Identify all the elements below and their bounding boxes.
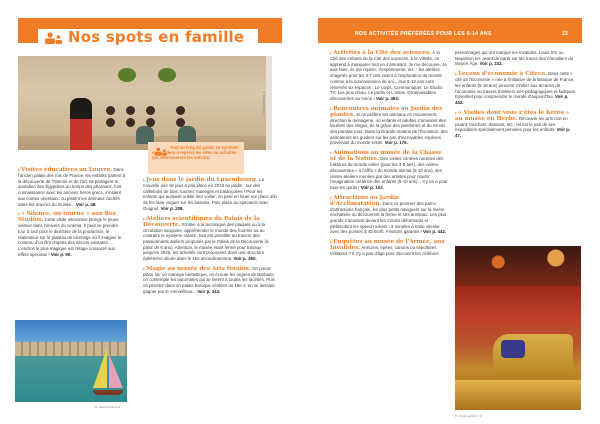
running-header: NOS ACTIVITÉS PRÉFÉRÉES POUR LES 6-14 ANS bbox=[355, 31, 492, 37]
entry-body: Armures, épées, canons ou sépultures militaires ? Il n'y a pas d'âge pour découvrir les célèbres bbox=[330, 245, 439, 257]
photo-sail bbox=[93, 348, 107, 388]
photo-credit: J. Benoit/Paris P. bbox=[262, 92, 266, 116]
entry-body: À la Cité des enfants de la Cité des sciences, à la Villette, on apprend à manipuler tout en s'amusant. Je me découvre, Je sais faire, Je me repère, J'expérimente, etc. : les ateliers imaginés pour les 2-7 ans visent à l'exploration du monde comme à la connaissance de soi... Aux 5-12 ans sont réservés six espaces : Le corps, Communiquer, Le Studio TV, Les jeux d'eau, Le jardin et L'usine. D'inépuisables découvertes au menu ! bbox=[330, 50, 447, 101]
entry-luxembourg bbox=[143, 177, 277, 212]
entry-title: « Silence, on tourne » aux Rex Studios. bbox=[18, 211, 116, 224]
page-reference: Voir p. 90. bbox=[50, 251, 72, 257]
entry-body: Si on préfère les animaux en mouvement, direction la ménagerie, où enfants et adultes s'amusent des facéties des singes, de la grâce des panthères et du minois des pandas roux. Dans la Grande Galerie de l'Évolution, des animateurs les guident sur les pas d'incroyables espèces provenant du monde entier. bbox=[330, 111, 448, 146]
photo-child bbox=[70, 98, 92, 150]
photo-seat bbox=[501, 340, 525, 358]
entry-title: Enquêtes au musée de l'Armée, aux Invalides. bbox=[330, 239, 445, 252]
page-reference: Voir p. 176. bbox=[384, 140, 408, 146]
bullet-icon: ▸ bbox=[143, 177, 147, 182]
entry-body: Dans l'ancien palais des rois de France, les enfants partent à la découverte de l'histoire et de l'art. Ils partagent le quotidien des Égyptiens au temps des pharaons, font connaissance avec les anciens héros grecs, s'initient aux contes orientaux, ou pistent les animaux cachés dans les œuvres du musée... bbox=[18, 167, 126, 207]
page-reference: Voir p. 208. bbox=[160, 205, 184, 211]
page-reference: Voir p. 493. bbox=[375, 95, 399, 101]
entry-body: personnages qui ont marqué les Invalides, Louis XIV ou Napoléon Ier, avant de partir sur les traces des chevaliers du Moyen Âge. bbox=[455, 50, 574, 67]
entry-louvre bbox=[18, 167, 126, 207]
page-number: 23 bbox=[562, 31, 568, 37]
entry-rex-studios bbox=[18, 211, 126, 257]
entry-acclimatation bbox=[330, 195, 448, 236]
page-reference: Voir p. 48. bbox=[75, 201, 97, 207]
text-column bbox=[143, 177, 277, 299]
bullet-icon: ▸ bbox=[143, 215, 147, 221]
page-reference: Voir p. 102. bbox=[360, 184, 384, 190]
entry-body: Cette visite interactive plonge le jeune visiteur dans l'univers du cinéma. Il peut se prendre tour à tour pour le directeur de la production, le réalisateur sur le plateau de tournage où il imagine le contenu d'un film d'après des décors existants. L'endroit le plus magique est l'étage consacré aux effets spéciaux ! bbox=[18, 217, 122, 257]
carousel-photo bbox=[455, 246, 581, 410]
photo-hull bbox=[93, 390, 123, 395]
entry-chasse-nature bbox=[330, 150, 448, 191]
bullet-icon: ▸ bbox=[455, 109, 459, 115]
entry-body: Des visites contées nourries des folklores du monde entier (pour les 3-8 ans), des visites-découvertes « à l'affût » du monde animal (5-10 ans), des visites-ateliers menées par des artistes pour nourrir l'imagination créatrice des enfants (5-10 ans)... Il y en a pour tous les goûts ! bbox=[330, 156, 448, 190]
text-column bbox=[330, 50, 448, 261]
entry-palais-decouverte bbox=[143, 216, 277, 262]
photo-canopy bbox=[455, 246, 581, 286]
entry-body: S'initier à la tectonique des plaques ou à la circulation sanguine, appréhender le monde des fourmis ou au contraire le système solaire, tout est possible au travers des passionnants ateliers proposés par le Palais de la Découverte (à partir de 6 ans). Attention, le musée étant fermé pour travaux jusqu'en 2025, les activités sont proposées dans une structure éphémère située dans le 15e arrondissement. bbox=[143, 221, 269, 262]
family-callout bbox=[148, 142, 244, 174]
entry-body: On prend place sur un manège fantastique, on écoute les orgues de Barbarie, on contemple les automates qui se livrent à toutes les facéties. Puis on pénètre dans un palais baroque vénitien du 18e s. en se laissant gagner par le merveilleux... bbox=[143, 265, 276, 294]
photo-plate bbox=[126, 106, 135, 115]
photo-sail bbox=[109, 354, 123, 388]
page-reference: Voir p. 344. bbox=[197, 288, 221, 294]
entry-title: Ateliers scientifiques du Palais de la Découverte. bbox=[143, 215, 260, 228]
photo-floor bbox=[455, 380, 581, 410]
entry-body: Dans cette « cité de l'Économie » née à l'initiative de la Banque de France, les enfants (6-16 ans) peuvent s'initier aux arcanes de l'économie au travers d'ateliers très pédagogiques et ludiques. Essentiel pour comprendre le monde d'aujourd'hui. bbox=[455, 71, 577, 100]
entry-cite-sciences bbox=[330, 50, 448, 102]
page-reference: Voir p. 260. bbox=[233, 256, 257, 262]
photo-plate bbox=[106, 106, 115, 115]
page-title bbox=[44, 28, 244, 46]
entry-title: Rencontres animales au Jardin des plantes. bbox=[330, 105, 443, 118]
entry-title: « Visites dont vous z'êtes le héros » au musée en Herbe. bbox=[455, 109, 570, 122]
entry-body: La nouvelle aire de jeux a pris place en 2019 au jardin : sur des caillebotis de bois, tournez manèges et balançoires ! Pour les enfants qui auraient oublié leur voilier, on peut en louer sur place afin de les faire voguer sur les bassins. Puis place au spectacle avec Guignol. bbox=[143, 177, 278, 211]
entry-body: Découvrir les arts tout en jouant, touchant, dansant, etc., tel est le pari de ses expositions spécialement pensées pour les enfants. bbox=[455, 115, 568, 133]
entry-title: Attractions au Jardin d'Acclimatation. bbox=[330, 194, 400, 207]
page-reference: Voir p. 442. bbox=[422, 229, 447, 235]
photo-tree bbox=[158, 68, 176, 82]
photo-credit: H. Hughes/Paris P. bbox=[455, 414, 482, 418]
text-column bbox=[18, 167, 126, 261]
page-reference: Voir p. 232. bbox=[479, 61, 503, 67]
bullet-icon: ▸ bbox=[330, 239, 334, 245]
entry-invalides-continued bbox=[455, 50, 577, 67]
photo-tree bbox=[118, 68, 136, 82]
entry-title: Leçons d'économie à Citeco. bbox=[458, 71, 547, 78]
entry-jardin-plantes bbox=[330, 106, 448, 147]
entry-arts-forains bbox=[143, 266, 277, 295]
family-icon bbox=[44, 32, 64, 44]
bullet-icon: ▸ bbox=[18, 167, 22, 172]
bullet-icon: ▸ bbox=[330, 105, 334, 111]
photo-plate bbox=[176, 106, 185, 115]
photo-edge bbox=[266, 56, 272, 150]
bullet-icon: ▸ bbox=[18, 211, 22, 217]
bullet-icon: ▸ bbox=[330, 150, 334, 156]
callout-text: Tout au long du guide, ce symbole vous aidera à repérer les sites ou activités qui intéresseront les enfants. bbox=[152, 145, 239, 161]
bullet-icon: ▸ bbox=[330, 194, 334, 200]
bullet-icon: ▸ bbox=[143, 265, 147, 271]
photo-plate bbox=[106, 118, 115, 127]
photo-credit: B. Gantie/Paris P. bbox=[95, 405, 121, 409]
text-column bbox=[455, 50, 577, 143]
entry-title: Visites éducatives au Louvre. bbox=[21, 167, 113, 173]
bullet-icon: ▸ bbox=[330, 50, 334, 55]
entry-title: Activités à la Cité des sciences. bbox=[333, 50, 432, 56]
luxembourg-photo bbox=[15, 320, 127, 402]
photo-plate bbox=[146, 106, 155, 115]
louvre-photo bbox=[18, 56, 272, 150]
entry-musee-en-herbe bbox=[455, 110, 577, 139]
page-title-text: Nos spots en famille bbox=[68, 28, 245, 46]
entry-musee-armee bbox=[330, 239, 448, 257]
entry-title: Magie au musée des Arts forains. bbox=[146, 265, 251, 272]
page-reference: Voir p. 452. bbox=[455, 94, 569, 105]
page-reference: Voir p. 47. bbox=[455, 127, 571, 139]
photo-plate bbox=[126, 118, 135, 127]
entry-body: Dans ce pionnier des parcs d'attractions français, les plus petits naviguent sur la rivière enchantée ou découvrent la ferme et ses animaux. Les plus grands s'amusent devant les miroirs déformants et plébiscitent les speed rockets : 3 minutes à toute vitesse avec des pointes à 45 km/h. Frissons garantis ! bbox=[330, 200, 447, 235]
entry-title: Animations au musée de la Chasse et de la Nature. bbox=[330, 150, 442, 163]
bullet-icon: ▸ bbox=[455, 71, 459, 77]
entry-title: Jeux dans le jardin du Luxembourg. bbox=[146, 177, 258, 183]
entry-citeco bbox=[455, 71, 577, 106]
